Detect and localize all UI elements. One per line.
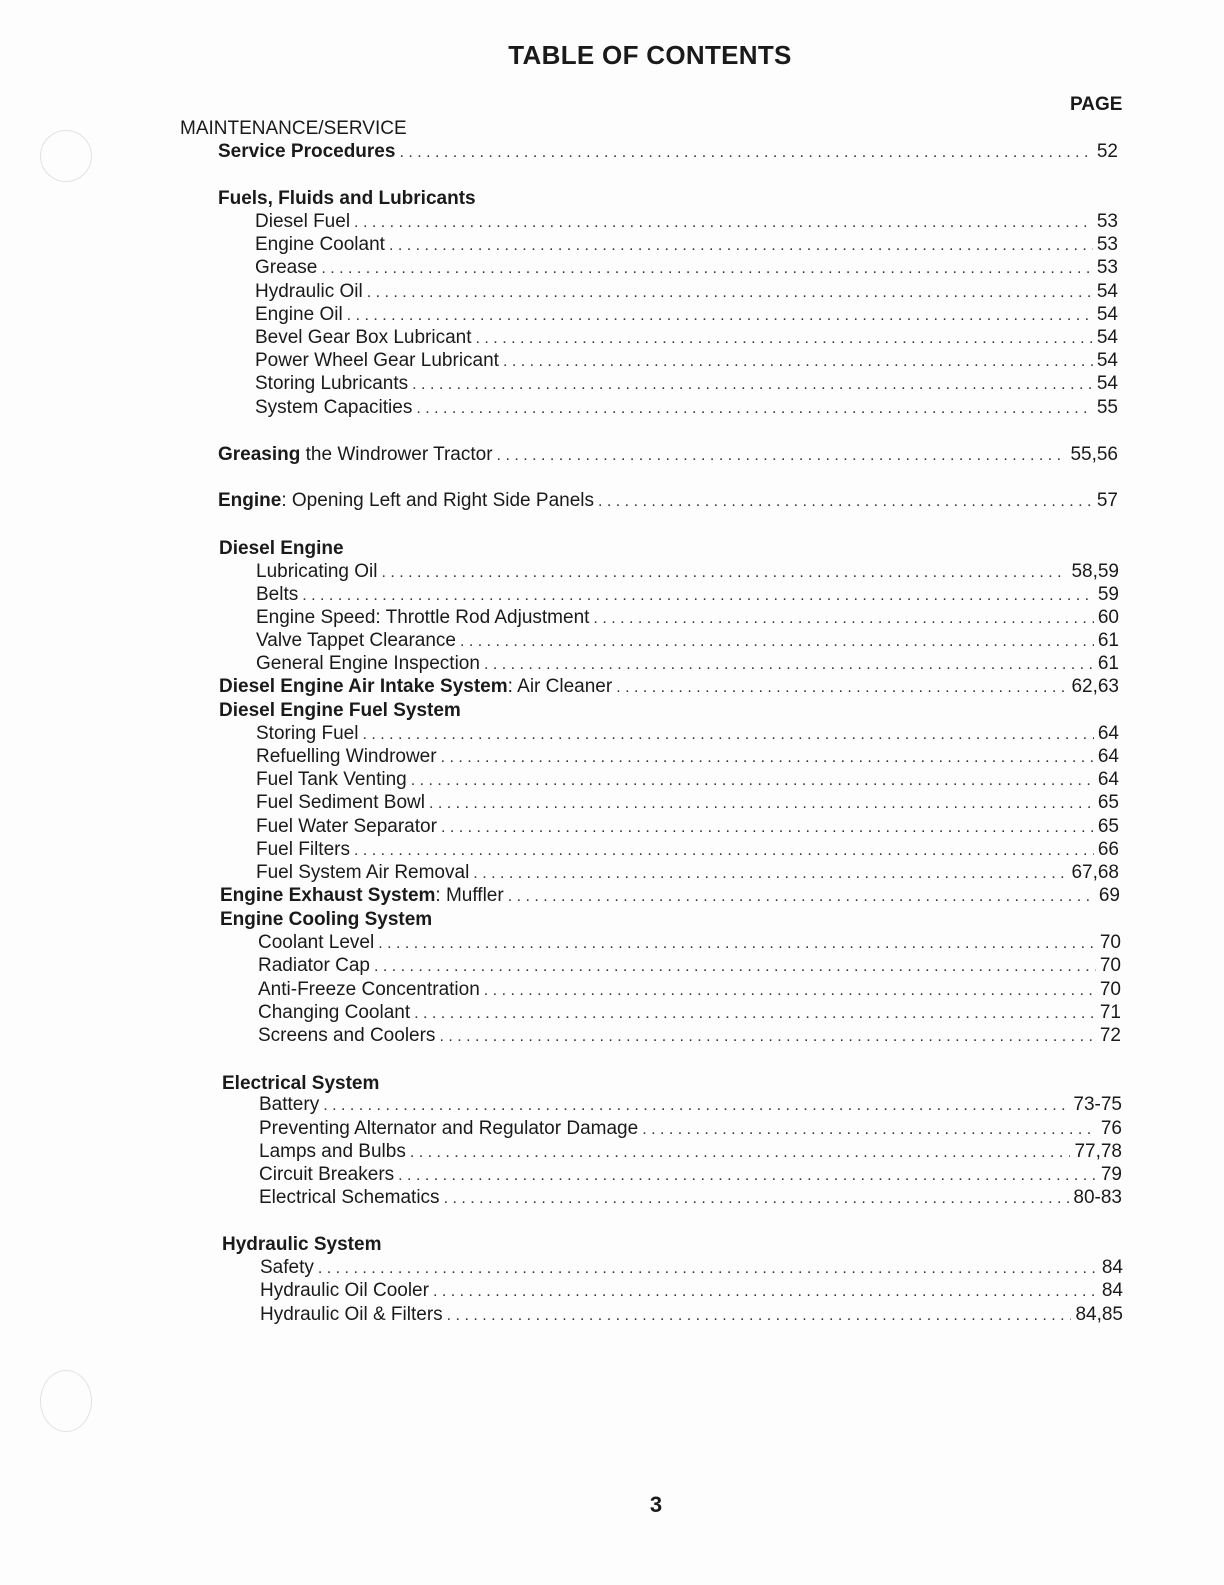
section-heading: MAINTENANCE/SERVICE [180,118,407,139]
leader-dots [460,630,1094,654]
toc-entry[interactable] [259,1186,1122,1210]
toc-entry-page: 72 [1099,1025,1121,1046]
toc-entry-page: 84 [1101,1257,1123,1278]
toc-entry[interactable] [258,1001,1121,1025]
toc-entry[interactable] [258,931,1121,955]
toc-entry-label: Grease [255,257,318,278]
leader-dots [433,1280,1098,1304]
toc-entry-label: Engine Coolant [255,234,385,255]
leader-dots [416,397,1093,421]
toc-entry-label: Hydraulic Oil [255,281,363,302]
toc-entry-label: Valve Tappet Clearance [256,630,456,651]
toc-entry-page: 53 [1096,234,1118,255]
leader-dots [441,816,1094,840]
toc-entry-label: Screens and Coolers [258,1025,436,1046]
leader-dots [473,862,1067,886]
toc-entry[interactable] [255,256,1118,280]
toc-entry[interactable] [255,372,1118,396]
toc-entry-page: 65 [1097,816,1119,837]
toc-entry-page: 54 [1096,327,1118,348]
toc-entry-page: 54 [1096,350,1118,371]
toc-entry[interactable] [260,1256,1123,1280]
toc-entry-label: Fuel System Air Removal [256,862,470,883]
leader-dots [642,1118,1097,1142]
leader-dots [318,1257,1098,1281]
toc-entry-label: Battery [259,1094,320,1115]
toc-entry-page: 55,56 [1070,444,1118,465]
toc-entry-page: 64 [1097,723,1119,744]
toc-entry[interactable] [256,652,1119,676]
toc-entry-label-bold: Greasing [218,444,301,465]
leader-dots [616,676,1067,700]
toc-entry-label-rest: : Air Cleaner [507,676,613,697]
toc-entry-page: 52 [1096,141,1118,162]
toc-entry-label: Fuel Tank Venting [256,769,407,790]
leader-dots [484,979,1096,1003]
toc-entry[interactable] [218,140,1118,164]
leader-dots [598,490,1093,514]
toc-entry-page: 69 [1098,885,1120,906]
toc-entry[interactable] [255,210,1118,234]
leader-dots [444,1187,1070,1211]
toc-entry[interactable] [260,1303,1123,1327]
toc-entry-label: Circuit Breakers [259,1164,395,1185]
toc-entry[interactable] [218,489,1118,513]
leader-dots [476,327,1093,351]
toc-entry[interactable] [256,560,1119,584]
toc-entry-label: Electrical Schematics [259,1187,440,1208]
toc-entry-label-rest: the Windrower Tractor [300,444,493,465]
toc-entry[interactable] [218,443,1118,467]
toc-entry-page: 61 [1097,630,1119,651]
toc-entry[interactable] [258,978,1121,1002]
leader-dots [447,1304,1072,1328]
toc-entry-label-bold: Diesel Engine Air Intake System [219,676,508,697]
leader-dots [354,211,1093,235]
toc-entry[interactable] [260,1279,1123,1303]
toc-entry[interactable] [258,1024,1121,1048]
toc-entry-page: 54 [1096,304,1118,325]
toc-entry-label [220,884,504,908]
toc-entry[interactable] [259,1163,1122,1187]
toc-entry-label [219,675,612,699]
toc-entry-label: Power Wheel Gear Lubricant [255,350,499,371]
leader-dots [441,746,1094,770]
leader-dots [367,281,1093,305]
toc-entry-label: Belts [256,584,299,605]
toc-entry[interactable] [259,1093,1122,1117]
toc-entry-label: Fuel Sediment Bowl [256,792,425,813]
toc-entry-label: Lamps and Bulbs [259,1141,406,1162]
toc-entry-label: System Capacities [255,397,413,418]
toc-entry-page: 77,78 [1074,1141,1122,1162]
group-heading: Engine Cooling System [220,909,433,930]
toc-entry-page: 79 [1100,1164,1122,1185]
toc-entry-label: Storing Fuel [256,723,359,744]
toc-entry[interactable] [256,768,1119,792]
toc-entry[interactable] [258,954,1121,978]
toc-entry-label: Engine Oil [255,304,343,325]
leader-dots [389,234,1093,258]
toc-entry-label: Changing Coolant [258,1002,411,1023]
group-heading: Electrical System [222,1073,380,1094]
toc-entry-label: Fuel Filters [256,839,350,860]
page-title: TABLE OF CONTENTS [508,40,792,70]
toc-entry[interactable] [220,884,1120,908]
toc-entry-page: 53 [1096,257,1118,278]
leader-dots [398,1164,1097,1188]
toc-entry-page: 53 [1096,211,1118,232]
toc-entry-page: 60 [1097,607,1119,628]
toc-entry[interactable] [256,606,1119,630]
toc-entry-page: 84,85 [1075,1304,1123,1325]
toc-entry-label: Engine Speed: Throttle Rod Adjustment [256,607,590,628]
toc-entry-label: General Engine Inspection [256,653,480,674]
toc-entry[interactable] [255,396,1118,420]
toc-entry[interactable] [256,629,1119,653]
toc-entry-label: Diesel Fuel [255,211,351,232]
toc-entry-label: Fuel Water Separator [256,816,437,837]
toc-entry[interactable] [255,303,1118,327]
toc-entry-label-bold: Engine [218,490,282,511]
toc-entry[interactable] [256,745,1119,769]
toc-entry-page: 84 [1101,1280,1123,1301]
toc-entry[interactable] [256,722,1119,746]
toc-entry-page: 65 [1097,792,1119,813]
toc-entry[interactable] [259,1117,1122,1141]
toc-entry[interactable] [256,838,1119,862]
toc-entry-page: 70 [1099,955,1121,976]
leader-dots [508,885,1095,909]
leader-dots [429,792,1094,816]
toc-entry-page: 76 [1100,1118,1122,1139]
leader-dots [347,304,1093,328]
toc-entry-label: Storing Lubricants [255,373,409,394]
toc-entry[interactable] [219,675,1119,699]
toc-entry-page: 80-83 [1073,1187,1122,1208]
toc-entry-label: Hydraulic Oil & Filters [260,1304,443,1325]
leader-dots [381,561,1067,585]
toc-entry-page: 70 [1099,979,1121,1000]
toc-entry[interactable] [255,349,1118,373]
leader-dots [593,607,1093,631]
toc-entry-page: 64 [1097,746,1119,767]
group-heading: Diesel Engine Fuel System [219,700,461,721]
leader-dots [378,932,1096,956]
toc-entry[interactable] [255,326,1118,350]
leader-dots [321,257,1093,281]
toc-entry-page: 62,63 [1071,676,1119,697]
toc-entry-label: Refuelling Windrower [256,746,437,767]
toc-entry[interactable] [256,791,1119,815]
toc-entry-label: Radiator Cap [258,955,370,976]
toc-entry[interactable] [256,583,1119,607]
toc-entry[interactable] [255,233,1118,257]
toc-entry-page: 73-75 [1073,1094,1122,1115]
leader-dots [410,1141,1071,1165]
toc-entry-label: Safety [260,1257,314,1278]
leader-dots [414,1002,1096,1026]
page-column-header: PAGE [1070,94,1123,115]
leader-dots [439,1025,1095,1049]
leader-dots [302,584,1094,608]
toc-entry-label: Anti-Freeze Concentration [258,979,480,1000]
toc-entry[interactable] [259,1140,1122,1164]
toc-entry-page: 64 [1097,769,1119,790]
leader-dots [323,1094,1069,1118]
toc-entry-page: 70 [1099,932,1121,953]
toc-entry-page: 55 [1096,397,1118,418]
group-heading: Fuels, Fluids and Lubricants [218,188,476,209]
toc-entry-page: 54 [1096,373,1118,394]
toc-entry-page: 71 [1099,1002,1121,1023]
toc-entry[interactable] [255,280,1118,304]
leader-dots [484,653,1094,677]
leader-dots [362,723,1093,747]
toc-entry-label [218,443,493,467]
toc-entry-label-bold: Engine Exhaust System [220,885,436,906]
toc-entry-label: Service Procedures [218,141,396,162]
group-heading: Diesel Engine [219,538,344,559]
toc-entry-label: Hydraulic Oil Cooler [260,1280,429,1301]
toc-entry-page: 54 [1096,281,1118,302]
toc-entry-page: 61 [1097,653,1119,674]
toc-entry-label-rest: : Muffler [435,885,504,906]
leader-dots [503,350,1093,374]
toc-entry[interactable] [256,861,1119,885]
leader-dots [412,373,1093,397]
toc-entry-label-rest: : Opening Left and Right Side Panels [281,490,594,511]
toc-entry-page: 58,59 [1071,561,1119,582]
leader-dots [354,839,1094,863]
toc-entry-label: Lubricating Oil [256,561,378,582]
leader-dots [374,955,1096,979]
toc-entry-label: Preventing Alternator and Regulator Damage [259,1118,639,1139]
toc-entry-label [218,489,594,513]
leader-dots [497,444,1067,468]
group-heading: Hydraulic System [222,1234,382,1255]
page-number: 3 [649,1492,663,1517]
toc-entry-page: 59 [1097,584,1119,605]
toc-entry-label: Bevel Gear Box Lubricant [255,327,472,348]
toc-entry[interactable] [256,815,1119,839]
leader-dots [399,141,1092,165]
toc-entry-page: 67,68 [1071,862,1119,883]
toc-entry-page: 57 [1096,490,1118,511]
toc-entry-page: 66 [1097,839,1119,860]
leader-dots [411,769,1094,793]
toc-entry-label: Coolant Level [258,932,375,953]
